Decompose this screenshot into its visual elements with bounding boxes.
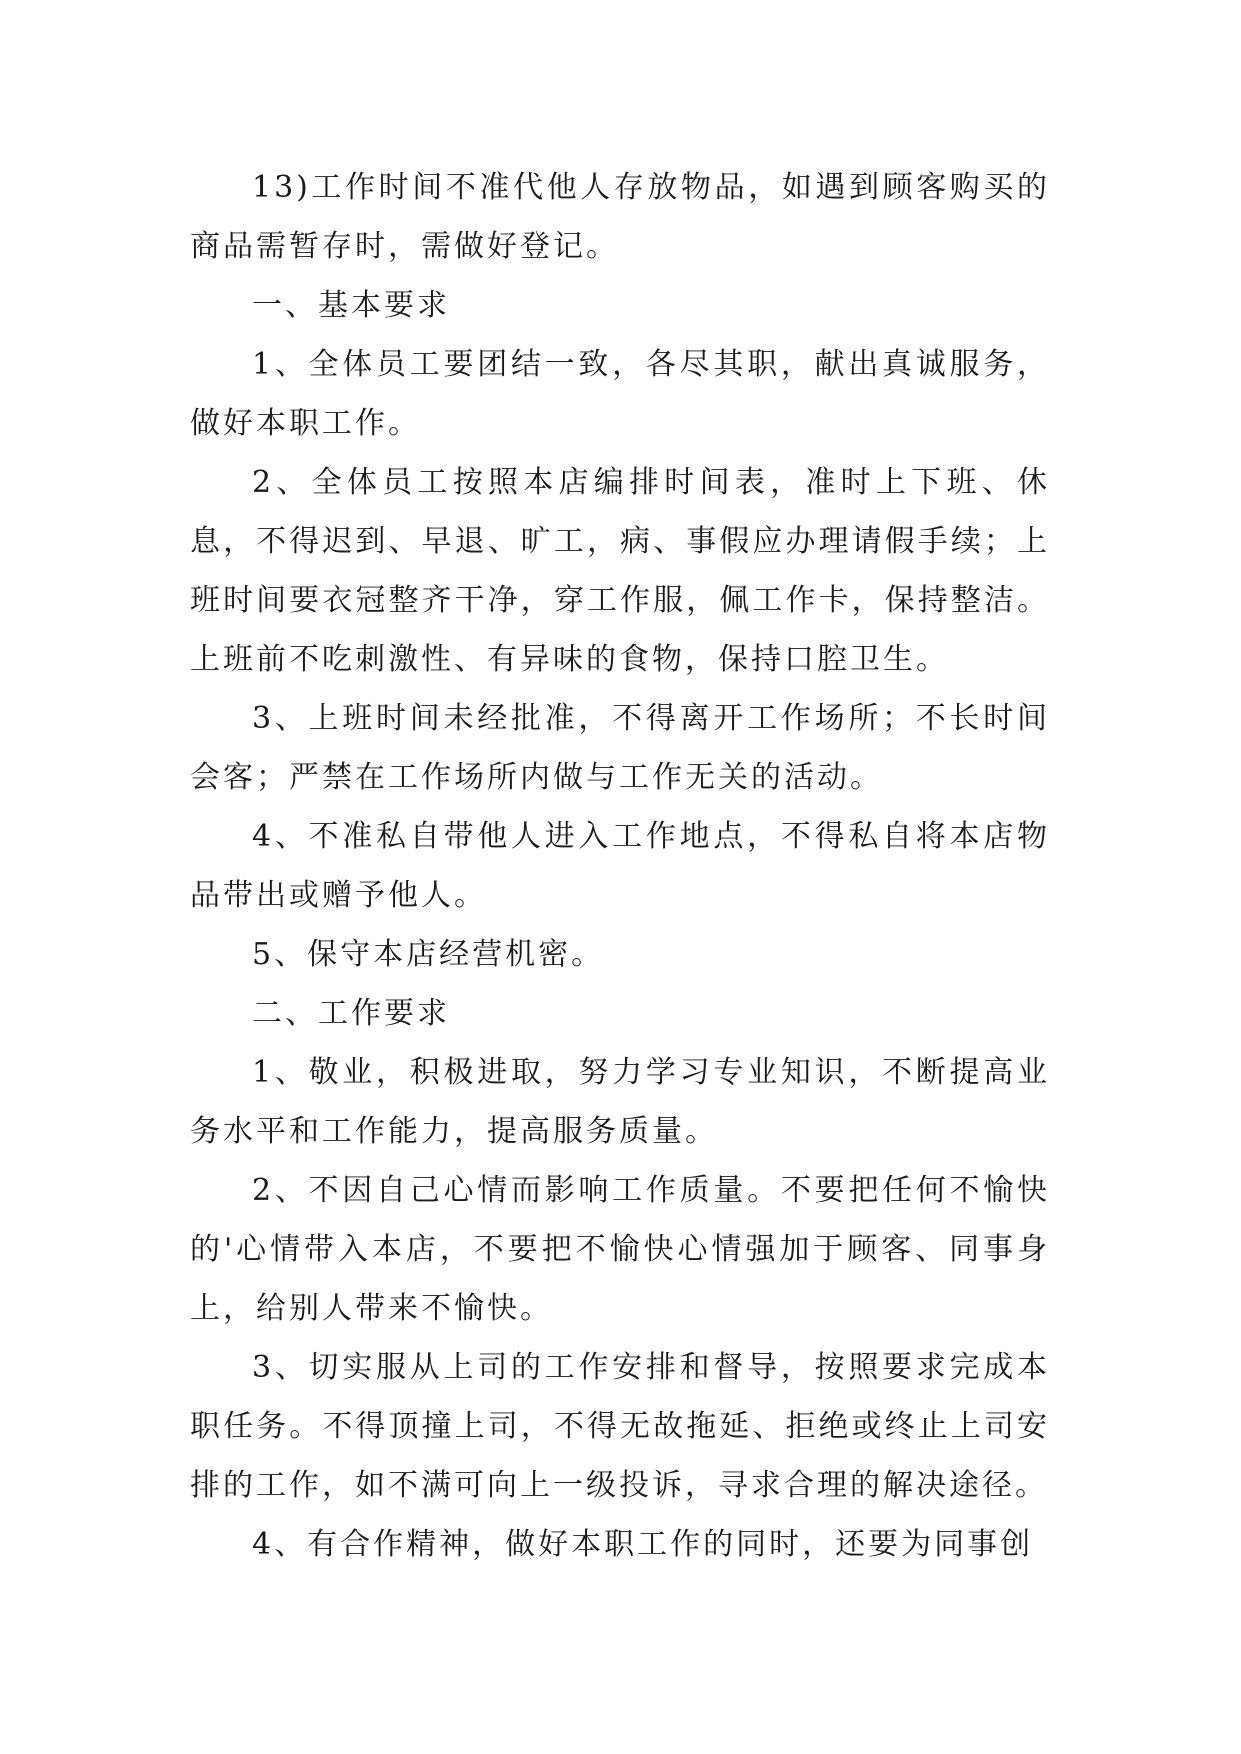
- paragraph-basic-5: 5、保守本店经营机密。: [252, 937, 605, 972]
- paragraph-basic-2: 2、全体员工按照本店编排时间表，准时上下班、休息，不得迟到、早退、旷工，病、事假应办理请假手续；上班时间要衣冠整齐干净，穿工作服，佩工作卡，保持整洁。上班前不吃刺激性、有异味的食物，保持口腔卫生。: [190, 465, 1050, 677]
- paragraph-work-1: 1、敬业，积极进取，努力学习专业知识，不断提高业务水平和工作能力，提高服务质量。: [190, 1055, 1050, 1149]
- paragraph-work-4: 4、有合作精神，做好本职工作的同时，还要为同事创: [252, 1527, 1034, 1562]
- heading-basic-requirements: 一、基本要求: [252, 288, 450, 323]
- document-body: [190, 158, 1050, 1574]
- paragraph-basic-4: 4、不准私自带他人进入工作地点，不得私自将本店物品带出或赠予他人。: [190, 819, 1050, 913]
- paragraph-basic-3: 3、上班时间未经批准，不得离开工作场所；不长时间会客；严禁在工作场所内做与工作无关的活动。: [190, 701, 1050, 795]
- paragraph-work-3: 3、切实服从上司的工作安排和督导，按照要求完成本职任务。不得顶撞上司，不得无故拖延、拒绝或终止上司安排的工作，如不满可向上一级投诉，寻求合理的解决途径。: [190, 1350, 1050, 1503]
- paragraph-work-2: 2、不因自己心情而影响工作质量。不要把任何不愉快的'心情带入本店，不要把不愉快心情强加于顾客、同事身上，给别人带来不愉快。: [190, 1173, 1050, 1326]
- heading-work-requirements: 二、工作要求: [252, 996, 450, 1031]
- paragraph-13-storage: 13)工作时间不准代他人存放物品，如遇到顾客购买的商品需暂存时，需做好登记。: [190, 170, 1050, 264]
- paragraph-basic-1: 1、全体员工要团结一致，各尽其职，献出真诚服务，做好本职工作。: [190, 347, 1050, 441]
